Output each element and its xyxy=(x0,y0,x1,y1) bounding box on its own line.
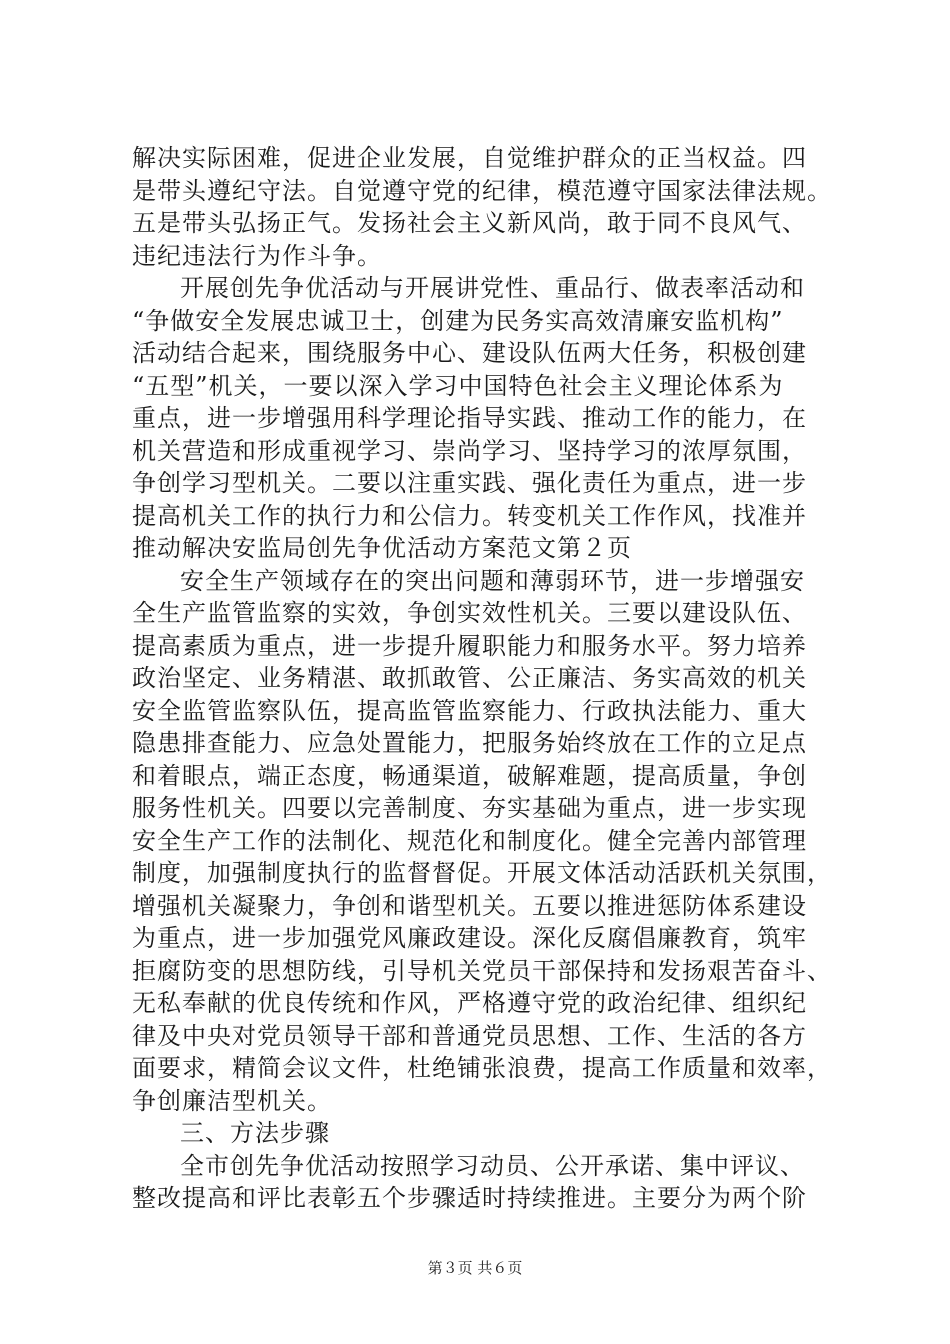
text-line: 拒腐防变的思想防线，引导机关党员干部保持和发扬艰苦奋斗、 xyxy=(132,956,832,985)
text-line: 安全生产工作的法制化、规范化和制度化。健全完善内部管理 xyxy=(132,826,807,855)
text-line: 律及中央对党员领导干部和普通党员思想、工作、生活的各方 xyxy=(132,1021,807,1050)
text-line: 全市创先争优活动按照学习动员、公开承诺、集中评议、 xyxy=(180,1151,805,1180)
text-line: 为重点，进一步加强党风廉政建设。深化反腐倡廉教育，筑牢 xyxy=(132,924,807,952)
text-line: 制度，加强制度执行的监督督促。开展文体活动活跃机关氛围， xyxy=(132,859,832,887)
text-line: “五型”机关，一要以深入学习中国特色社会主义理论体系为 xyxy=(132,371,784,400)
text-line: 提高素质为重点，进一步提升履职能力和服务水平。努力培养 xyxy=(132,631,807,660)
text-line: 推动解决安监局创先争优活动方案范文第２页 xyxy=(132,534,632,562)
text-line: 全生产监管监察的实效，争创实效性机关。三要以建设队伍、 xyxy=(132,599,807,627)
text-line: 争创学习型机关。二要以注重实践、强化责任为重点，进一步 xyxy=(132,469,807,497)
text-line: 机关营造和形成重视学习、崇尚学习、坚持学习的浓厚氛围， xyxy=(132,436,807,465)
text-line: 重点，进一步增强用科学理论指导实践、推动工作的能力，在 xyxy=(132,404,807,432)
text-line: 五是带头弘扬正气。发扬社会主义新风尚，敢于同不良风气、 xyxy=(132,209,807,237)
text-line: 政治坚定、业务精湛、敢抓敢管、公正廉洁、务实高效的机关 xyxy=(132,664,807,692)
text-line: 开展创先争优活动与开展讲党性、重品行、做表率活动和 xyxy=(180,274,805,302)
text-line: 提高机关工作的执行力和公信力。转变机关工作作风，找准并 xyxy=(132,501,807,530)
text-line: 隐患排查能力、应急处置能力，把服务始终放在工作的立足点 xyxy=(132,729,807,757)
text-line: “争做安全发展忠诚卫士，创建为民务实高效清廉安监机构” xyxy=(132,306,784,335)
text-line: 和着眼点，端正态度，畅通渠道，破解难题，提高质量，争创 xyxy=(132,761,807,790)
text-line: 整改提高和评比表彰五个步骤适时持续推进。主要分为两个阶 xyxy=(132,1184,807,1212)
text-line: 是带头遵纪守法。自觉遵守党的纪律，模范遵守国家法律法规。 xyxy=(132,176,832,205)
text-line: 服务性机关。四要以完善制度、夯实基础为重点，进一步实现 xyxy=(132,794,807,822)
text-line: 解决实际困难，促进企业发展，自觉维护群众的正当权益。四 xyxy=(132,144,807,172)
page-footer: 第３页 共６页 xyxy=(427,1259,523,1277)
section-heading: 三、方法步骤 xyxy=(180,1119,330,1147)
text-line: 违纪违法行为作斗争。 xyxy=(132,241,382,270)
text-line: 争创廉洁型机关。 xyxy=(132,1086,332,1115)
text-line: 活动结合起来，围绕服务中心、建设队伍两大任务，积极创建 xyxy=(132,339,807,367)
text-line: 安全生产领域存在的突出问题和薄弱环节，进一步增强安 xyxy=(180,566,805,595)
text-line: 安全监管监察队伍，提高监管监察能力、行政执法能力、重大 xyxy=(132,696,807,725)
text-line: 面要求，精简会议文件，杜绝铺张浪费，提高工作质量和效率， xyxy=(132,1054,832,1082)
text-line: 无私奉献的优良传统和作风，严格遵守党的政治纪律、组织纪 xyxy=(132,989,807,1017)
text-line: 增强机关凝聚力，争创和谐型机关。五要以推进惩防体系建设 xyxy=(132,891,807,920)
